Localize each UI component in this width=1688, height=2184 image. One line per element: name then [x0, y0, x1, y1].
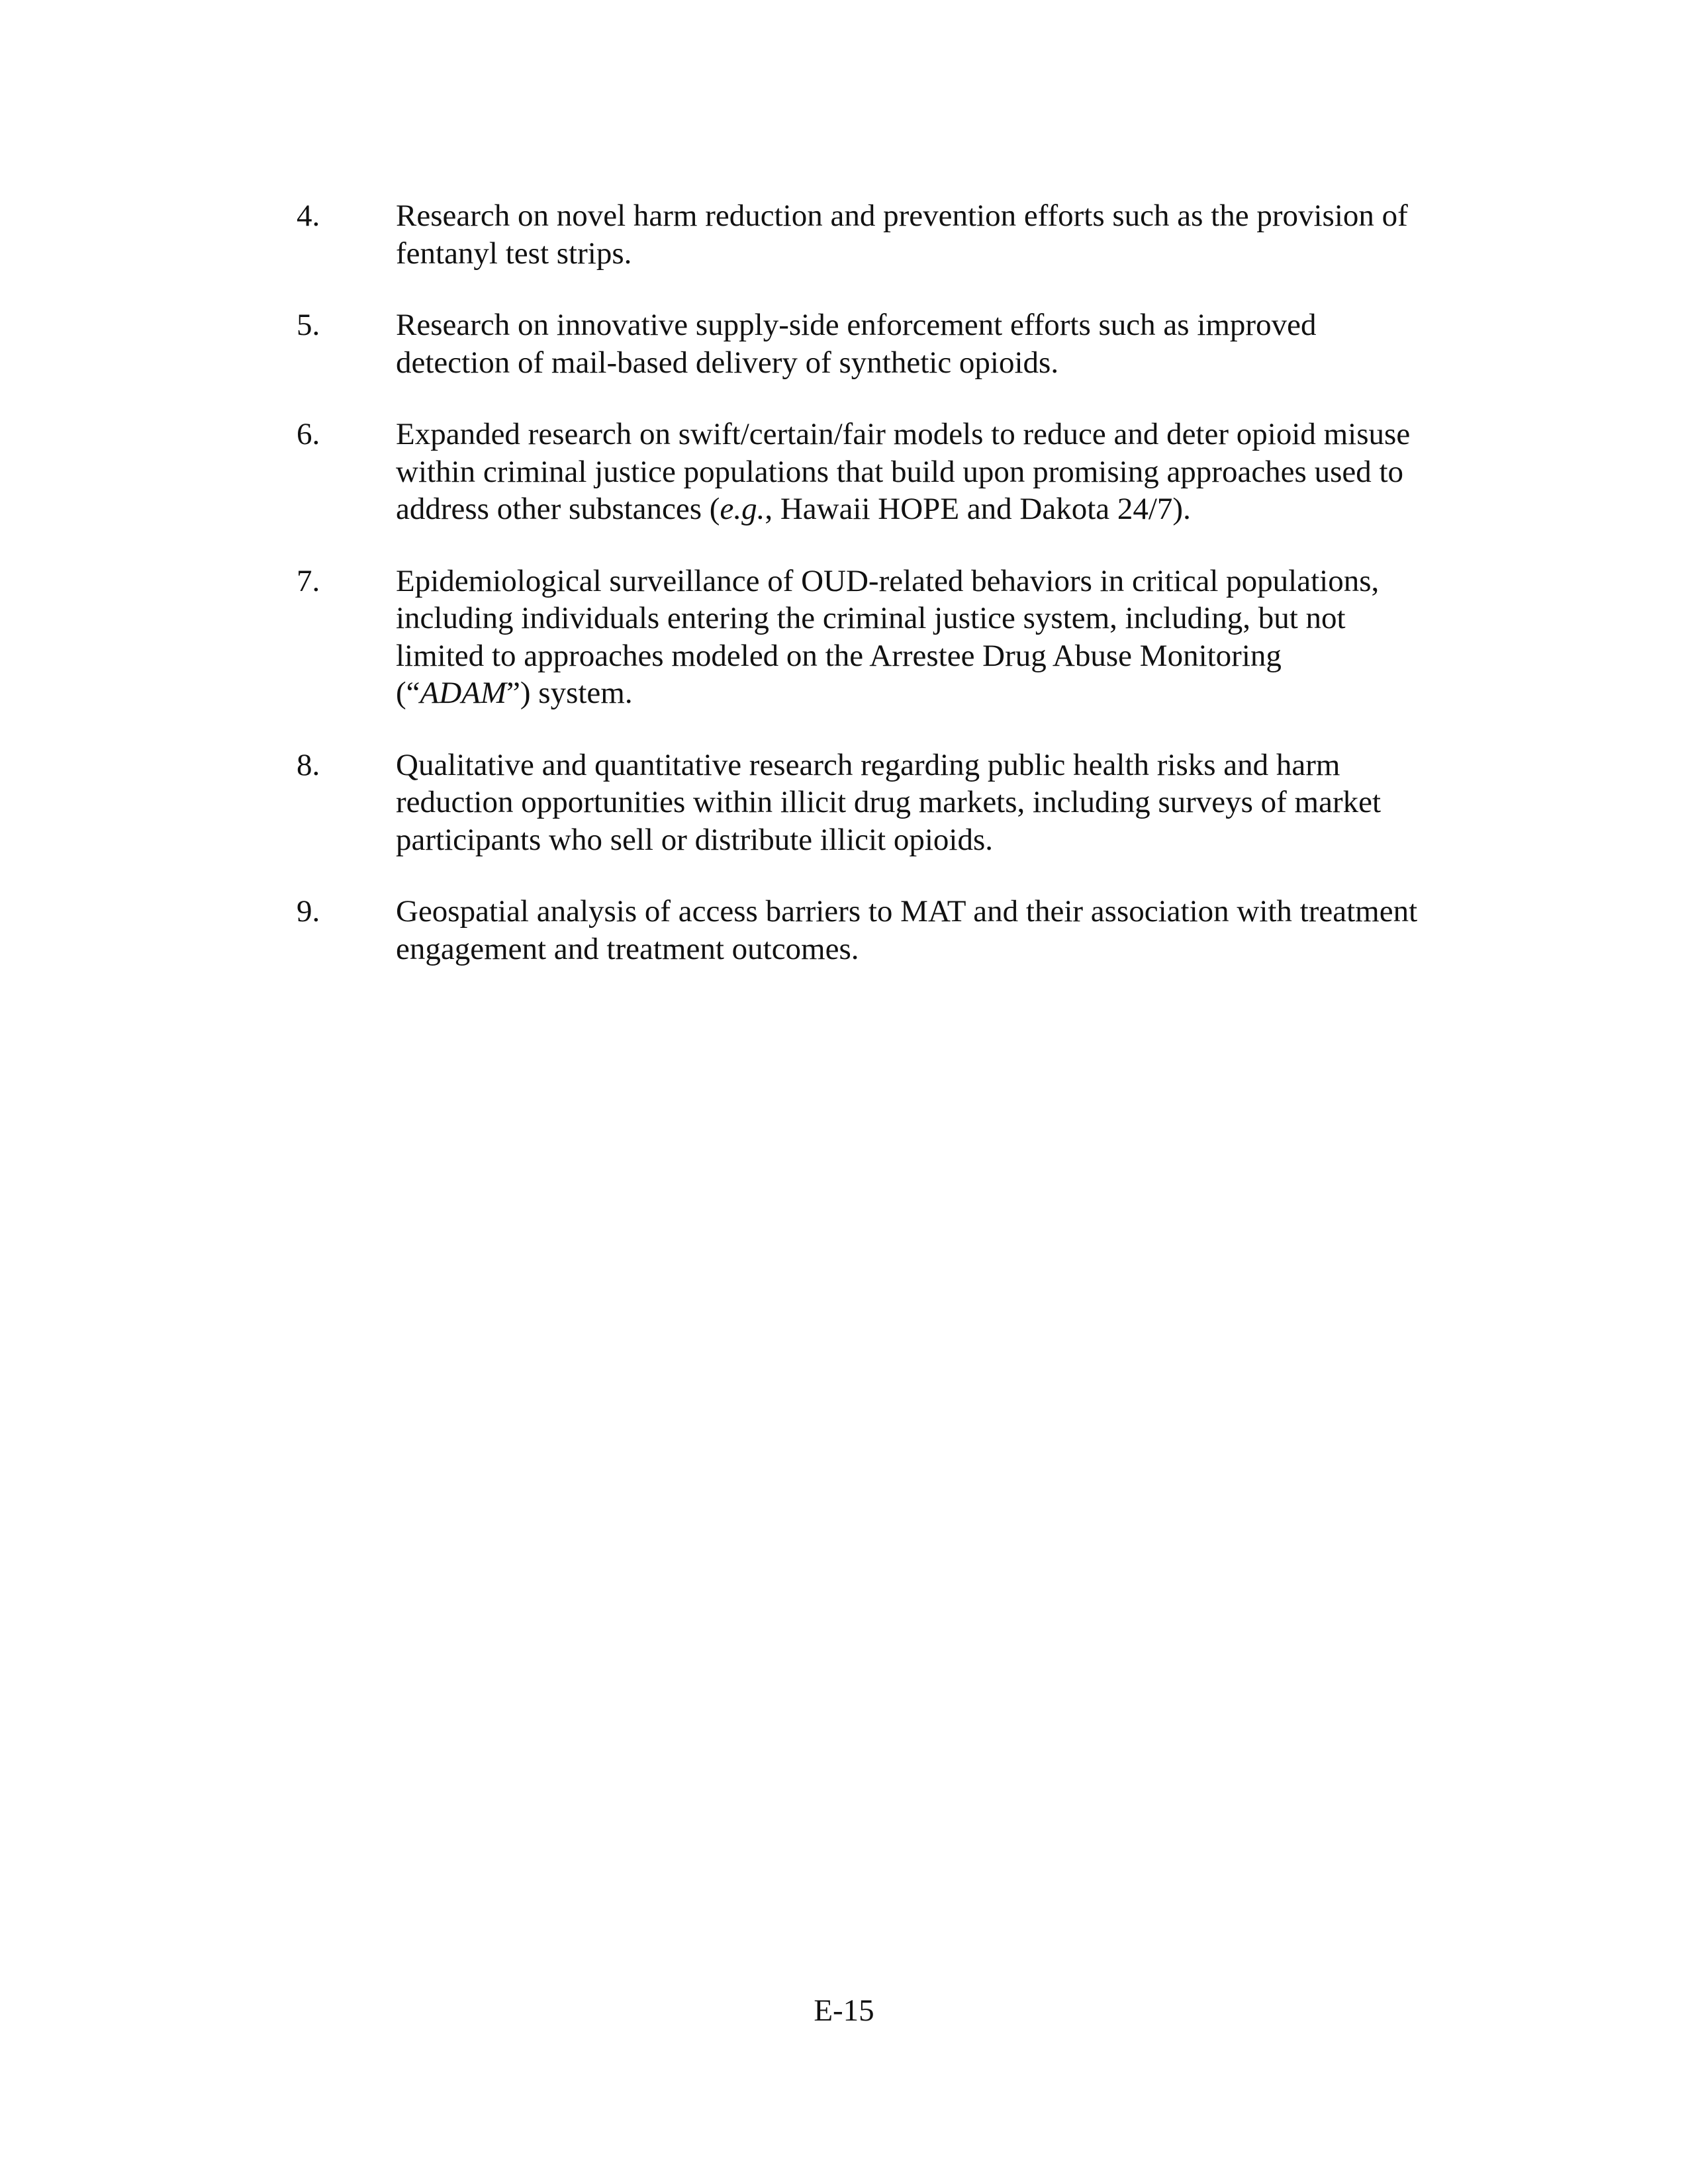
- page-number: E-15: [814, 1993, 874, 2028]
- text-line: detection of mail-based delivery of synthetic opioids.: [396, 345, 1059, 380]
- list-item-6: [297, 416, 1488, 528]
- italic-acronym: ADAM: [420, 676, 507, 710]
- text-line: within criminal justice populations that build upon promising approaches used to: [396, 454, 1404, 489]
- text-line: Research on innovative supply-side enforcement efforts such as improved: [396, 308, 1317, 342]
- text-line: engagement and treatment outcomes.: [396, 931, 859, 966]
- text-line: including individuals entering the criminal justice system, including, but not: [396, 601, 1346, 635]
- text-line: limited to approaches modeled on the Arrestee Drug Abuse Monitoring: [396, 638, 1282, 673]
- text-segment: address other substances (: [396, 492, 720, 526]
- text-line: Expanded research on swift/certain/fair models to reduce and deter opioid misuse: [396, 417, 1411, 451]
- list-item-9: [297, 893, 1488, 968]
- list-item-8: [297, 747, 1488, 859]
- text-segment: (“: [396, 676, 420, 710]
- list-item-text: [396, 747, 1488, 859]
- list-item-4: [297, 197, 1488, 272]
- text-line: Research on novel harm reduction and prevention efforts such as the provision of: [396, 199, 1408, 233]
- list-item-number: 8.: [297, 747, 320, 782]
- text-line: participants who sell or distribute illicit opioids.: [396, 822, 994, 857]
- list-item-text: [396, 416, 1488, 528]
- text-line: Geospatial analysis of access barriers to MAT and their association with treatment: [396, 894, 1418, 929]
- text-line: Qualitative and quantitative research regarding public health risks and harm: [396, 747, 1340, 782]
- list-item-number: 7.: [297, 563, 320, 598]
- list-item-number: 6.: [297, 417, 320, 451]
- list-item-number: 5.: [297, 308, 320, 342]
- list-item-text: [396, 197, 1488, 272]
- list-item-number: 9.: [297, 894, 320, 929]
- list-item-5: [297, 306, 1488, 381]
- italic-abbreviation: e.g.: [720, 492, 765, 526]
- text-line: [396, 492, 1191, 526]
- text-segment: , Hawaii HOPE and Dakota 24/7).: [765, 492, 1191, 526]
- list-item-number: 4.: [297, 199, 320, 233]
- list-item-7: [297, 563, 1488, 712]
- text-line: Epidemiological surveillance of OUD-related behaviors in critical populations,: [396, 563, 1380, 598]
- list-item-text: [396, 893, 1488, 968]
- list-item-text: [396, 563, 1488, 712]
- text-line: fentanyl test strips.: [396, 236, 632, 271]
- text-line: [396, 676, 633, 710]
- text-line: reduction opportunities within illicit drug markets, including surveys of market: [396, 785, 1382, 819]
- page-footer: [0, 1992, 1688, 2029]
- numbered-list: [297, 197, 1488, 1002]
- text-segment: ”) system.: [506, 676, 633, 710]
- list-item-text: [396, 306, 1488, 381]
